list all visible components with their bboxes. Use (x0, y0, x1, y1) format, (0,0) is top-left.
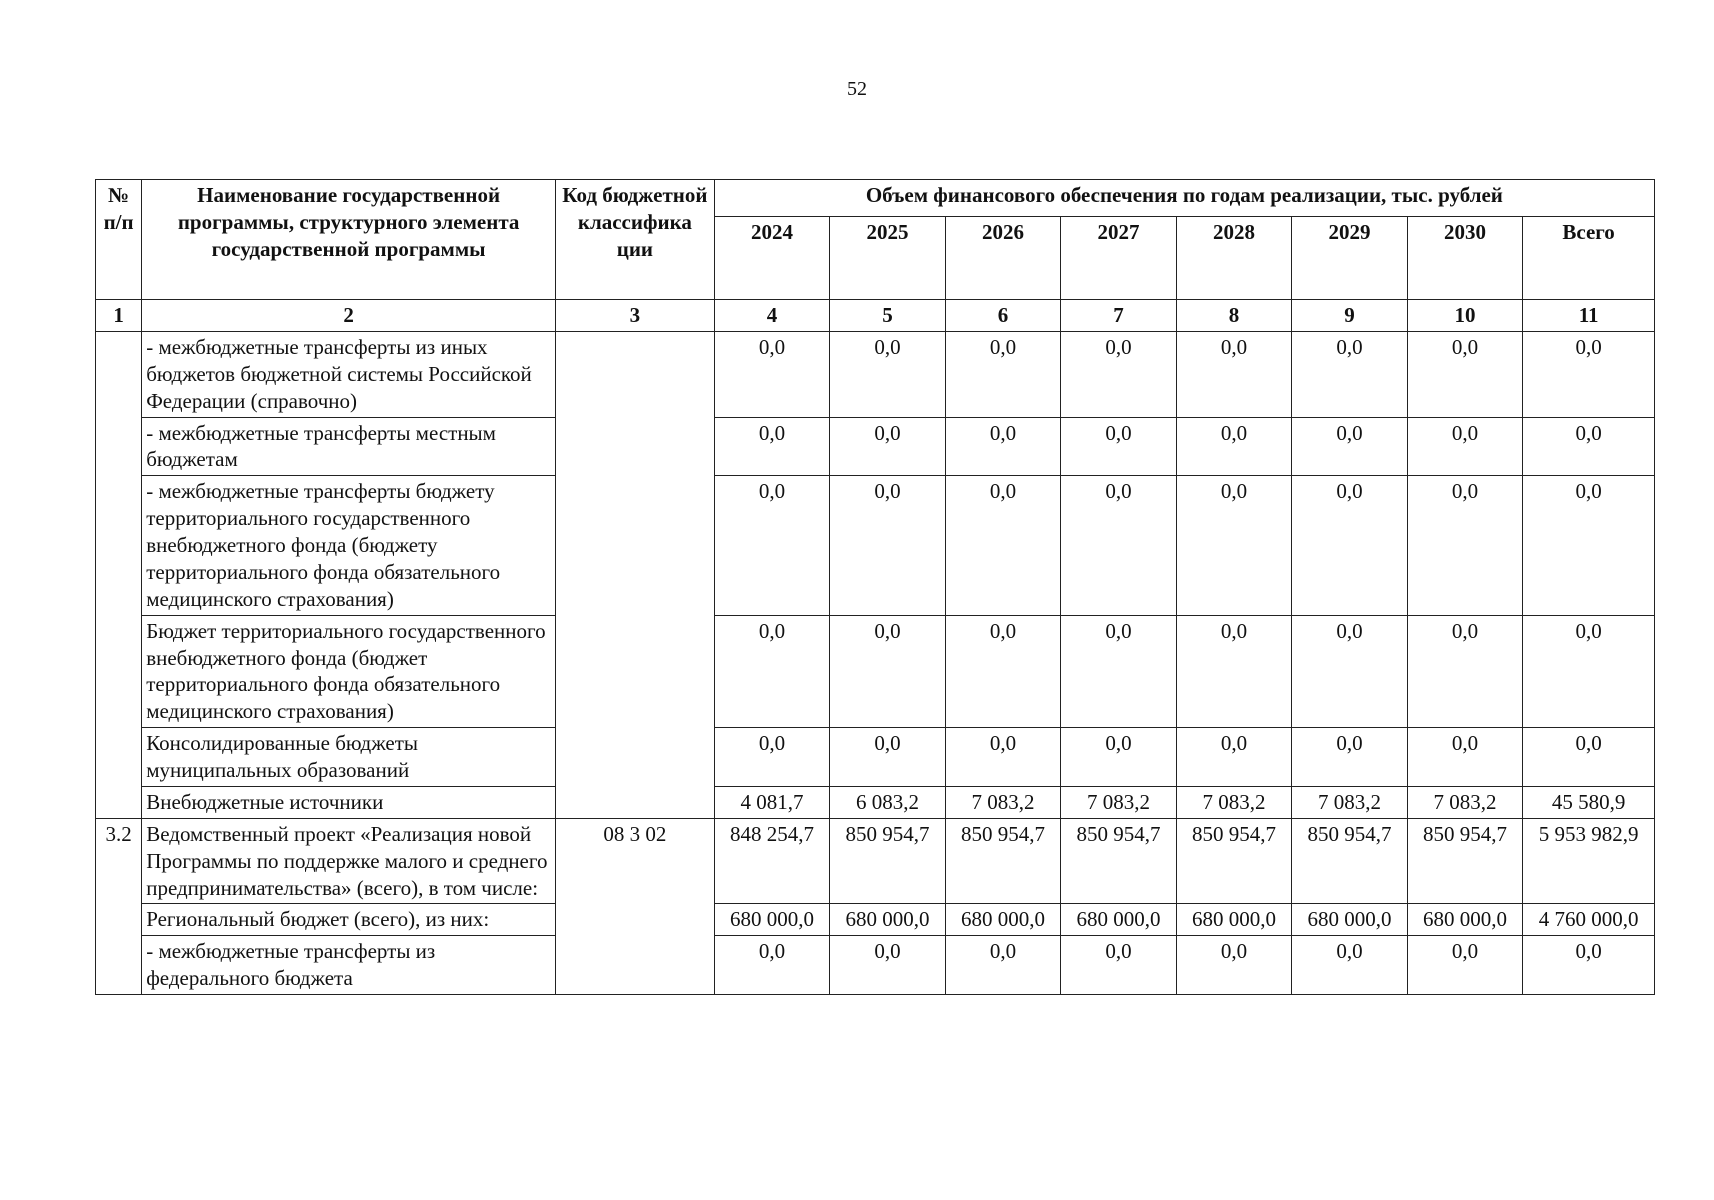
value-cell: 0,0 (1176, 331, 1292, 417)
value-cell: 0,0 (1176, 417, 1292, 476)
row-number (96, 331, 142, 818)
column-index: 3 (556, 300, 715, 332)
value-cell: 0,0 (1407, 476, 1523, 615)
table-row (96, 818, 1655, 904)
value-cell: 680 000,0 (945, 904, 1061, 936)
value-cell: 0,0 (1292, 476, 1408, 615)
header-year: 2024 (714, 216, 830, 299)
table-row (96, 936, 1655, 995)
column-index: 10 (1407, 300, 1523, 332)
column-index: 9 (1292, 300, 1408, 332)
value-cell: 0,0 (1407, 615, 1523, 728)
table-row (96, 331, 1655, 417)
value-cell: 0,0 (830, 476, 946, 615)
value-cell: 0,0 (714, 615, 830, 728)
value-cell: 7 083,2 (1292, 786, 1408, 818)
header-total: Всего (1523, 216, 1655, 299)
total-cell: 4 760 000,0 (1523, 904, 1655, 936)
total-cell: 0,0 (1523, 476, 1655, 615)
value-cell: 680 000,0 (1407, 904, 1523, 936)
value-cell: 4 081,7 (714, 786, 830, 818)
table-row (96, 786, 1655, 818)
row-name: Внебюджетные источники (142, 786, 556, 818)
header-volume: Объем финансового обеспечения по годам реализации, тыс. рублей (714, 180, 1654, 217)
table-row (96, 476, 1655, 615)
value-cell: 0,0 (714, 728, 830, 787)
value-cell: 0,0 (1176, 728, 1292, 787)
value-cell: 0,0 (1292, 728, 1408, 787)
value-cell: 850 954,7 (945, 818, 1061, 904)
header-no: № п/п (96, 180, 142, 300)
row-number: 3.2 (96, 818, 142, 994)
value-cell: 0,0 (1061, 476, 1177, 615)
value-cell: 680 000,0 (830, 904, 946, 936)
header-year: 2025 (830, 216, 946, 299)
value-cell: 0,0 (1061, 936, 1177, 995)
header-year: 2029 (1292, 216, 1408, 299)
header-name: Наименование государственной программы, структурного элемента государственной программы (142, 180, 556, 300)
row-name: Консолидированные бюджеты муниципальных образований (142, 728, 556, 787)
value-cell: 850 954,7 (1176, 818, 1292, 904)
value-cell: 0,0 (1176, 615, 1292, 728)
value-cell: 680 000,0 (1176, 904, 1292, 936)
header-year: 2030 (1407, 216, 1523, 299)
header-year: 2027 (1061, 216, 1177, 299)
total-cell: 0,0 (1523, 936, 1655, 995)
value-cell: 680 000,0 (714, 904, 830, 936)
column-index: 1 (96, 300, 142, 332)
column-index-row (96, 300, 1655, 332)
row-code (556, 331, 715, 818)
value-cell: 0,0 (945, 417, 1061, 476)
value-cell: 0,0 (1176, 476, 1292, 615)
total-cell: 0,0 (1523, 331, 1655, 417)
total-cell: 0,0 (1523, 615, 1655, 728)
value-cell: 0,0 (714, 936, 830, 995)
row-name: - межбюджетные трансферты местным бюджетам (142, 417, 556, 476)
value-cell: 0,0 (714, 331, 830, 417)
total-cell: 5 953 982,9 (1523, 818, 1655, 904)
column-index: 2 (142, 300, 556, 332)
value-cell: 0,0 (830, 331, 946, 417)
total-cell: 0,0 (1523, 728, 1655, 787)
header-row (96, 180, 1655, 217)
value-cell: 0,0 (1292, 615, 1408, 728)
row-name: - межбюджетные трансферты бюджету территориального государственного внебюджетного фонда (бюджету территориального фонда обязательного медицинского страхования) (142, 476, 556, 615)
value-cell: 0,0 (714, 476, 830, 615)
value-cell: 0,0 (1292, 936, 1408, 995)
value-cell: 850 954,7 (830, 818, 946, 904)
row-name: Ведомственный проект «Реализация новой Программы по поддержке малого и среднего предпринимательства» (всего), в том числе: (142, 818, 556, 904)
header-year: 2028 (1176, 216, 1292, 299)
column-index: 5 (830, 300, 946, 332)
value-cell: 680 000,0 (1061, 904, 1177, 936)
value-cell: 850 954,7 (1407, 818, 1523, 904)
value-cell: 0,0 (945, 728, 1061, 787)
value-cell: 0,0 (1407, 936, 1523, 995)
table-row (96, 904, 1655, 936)
value-cell: 848 254,7 (714, 818, 830, 904)
column-index: 7 (1061, 300, 1177, 332)
value-cell: 0,0 (945, 615, 1061, 728)
header-code: Код бюджетной классифика ции (556, 180, 715, 300)
column-index: 6 (945, 300, 1061, 332)
page-number: 52 (847, 78, 867, 100)
value-cell: 850 954,7 (1061, 818, 1177, 904)
value-cell: 0,0 (714, 417, 830, 476)
budget-table (95, 179, 1655, 995)
value-cell: 0,0 (1407, 728, 1523, 787)
value-cell: 0,0 (1061, 615, 1177, 728)
value-cell: 0,0 (945, 936, 1061, 995)
table-row (96, 615, 1655, 728)
column-index: 8 (1176, 300, 1292, 332)
value-cell: 0,0 (1407, 417, 1523, 476)
value-cell: 7 083,2 (1407, 786, 1523, 818)
value-cell: 0,0 (945, 476, 1061, 615)
table-row (96, 728, 1655, 787)
value-cell: 0,0 (830, 936, 946, 995)
value-cell: 0,0 (1407, 331, 1523, 417)
total-cell: 45 580,9 (1523, 786, 1655, 818)
value-cell: 7 083,2 (945, 786, 1061, 818)
row-code: 08 3 02 (556, 818, 715, 994)
value-cell: 0,0 (830, 615, 946, 728)
header-year: 2026 (945, 216, 1061, 299)
value-cell: 680 000,0 (1292, 904, 1408, 936)
row-name: - межбюджетные трансферты из федерального бюджета (142, 936, 556, 995)
value-cell: 0,0 (945, 331, 1061, 417)
value-cell: 6 083,2 (830, 786, 946, 818)
value-cell: 0,0 (830, 728, 946, 787)
value-cell: 7 083,2 (1176, 786, 1292, 818)
row-name: - межбюджетные трансферты из иных бюджетов бюджетной системы Российской Федерации (справочно) (142, 331, 556, 417)
value-cell: 0,0 (1061, 728, 1177, 787)
value-cell: 0,0 (1061, 331, 1177, 417)
total-cell: 0,0 (1523, 417, 1655, 476)
row-name: Региональный бюджет (всего), из них: (142, 904, 556, 936)
value-cell: 0,0 (830, 417, 946, 476)
column-index: 4 (714, 300, 830, 332)
value-cell: 850 954,7 (1292, 818, 1408, 904)
value-cell: 0,0 (1292, 417, 1408, 476)
column-index: 11 (1523, 300, 1655, 332)
row-name: Бюджет территориального государственного внебюджетного фонда (бюджет территориального фонда обязательного медицинского страхования) (142, 615, 556, 728)
value-cell: 0,0 (1176, 936, 1292, 995)
value-cell: 0,0 (1061, 417, 1177, 476)
table-row (96, 417, 1655, 476)
value-cell: 0,0 (1292, 331, 1408, 417)
value-cell: 7 083,2 (1061, 786, 1177, 818)
